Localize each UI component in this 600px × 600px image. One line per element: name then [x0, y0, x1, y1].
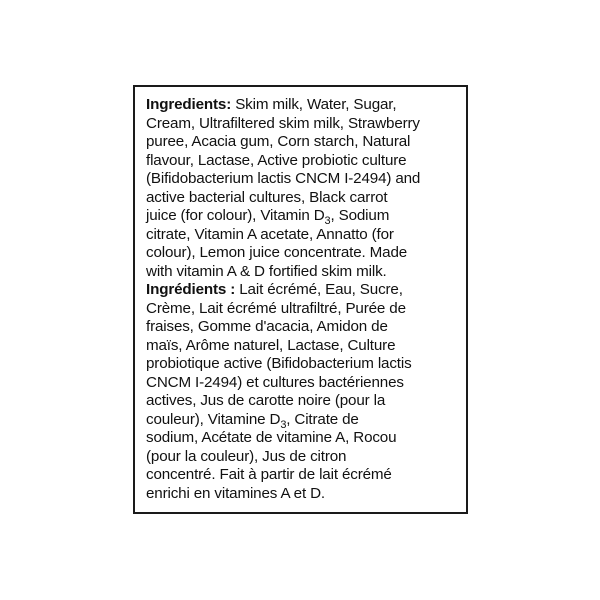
french-line-11: concentré. Fait à partir de lait écrémé — [146, 466, 392, 483]
french-line-7: actives, Jus de carotte noire (pour la — [146, 392, 386, 409]
french-line-10: (pour la couleur), Jus de citron — [146, 447, 347, 465]
english-text-1: Skim milk, Water, Sugar, — [231, 96, 397, 113]
french-line-8 — [146, 411, 466, 430]
english-line-3: puree, Acacia gum, Corn starch, Natural — [146, 133, 411, 150]
english-text-7b: , Sodium — [330, 207, 390, 224]
french-line-2: Crème, Lait écrémé ultrafiltré, Purée de — [146, 299, 406, 317]
french-line-12: enrichi en vitamines A et D. — [146, 484, 325, 502]
french-vitamin-subscript: 3 — [280, 418, 287, 431]
french-line-9: sodium, Acétate de vitamine A, Rocou — [146, 429, 397, 446]
ingredients-panel — [133, 85, 468, 514]
english-heading: Ingredients: — [146, 96, 232, 113]
french-line-5: probiotique active (Bifidobacterium lactis — [146, 355, 412, 372]
french-line-6: CNCM I-2494) et cultures bactériennes — [146, 373, 404, 391]
english-line-7 — [146, 207, 466, 226]
english-line-9: colour), Lemon juice concentrate. Made — [146, 244, 408, 261]
english-line-4: flavour, Lactase, Active probiotic culture — [146, 151, 407, 169]
english-vitamin-subscript: 3 — [324, 215, 331, 228]
french-text-8a: couleur), Vitamine D — [146, 410, 281, 428]
english-line-5: (Bifidobacterium lactis CNCM I-2494) and — [146, 170, 421, 187]
english-line-1 — [146, 96, 466, 115]
english-line-8: citrate, Vitamin A acetate, Annatto (for — [146, 225, 394, 243]
french-text-1: Lait écrémé, Eau, Sucre, — [235, 281, 403, 298]
french-heading: Ingrédients : — [146, 281, 236, 298]
french-text-8b: , Citrate de — [286, 410, 359, 428]
english-line-2: Cream, Ultrafiltered skim milk, Strawberry — [146, 114, 420, 132]
english-line-6: active bacterial cultures, Black carrot — [146, 188, 388, 206]
french-line-4: maïs, Arôme naturel, Lactase, Culture — [146, 336, 396, 354]
french-line-1 — [146, 281, 466, 300]
english-text-7a: juice (for colour), Vitamin D — [146, 207, 325, 224]
english-line-10: with vitamin A & D fortified skim milk. — [146, 262, 387, 280]
french-line-3: fraises, Gomme d'acacia, Amidon de — [146, 318, 388, 335]
ingredients-text — [146, 96, 466, 503]
